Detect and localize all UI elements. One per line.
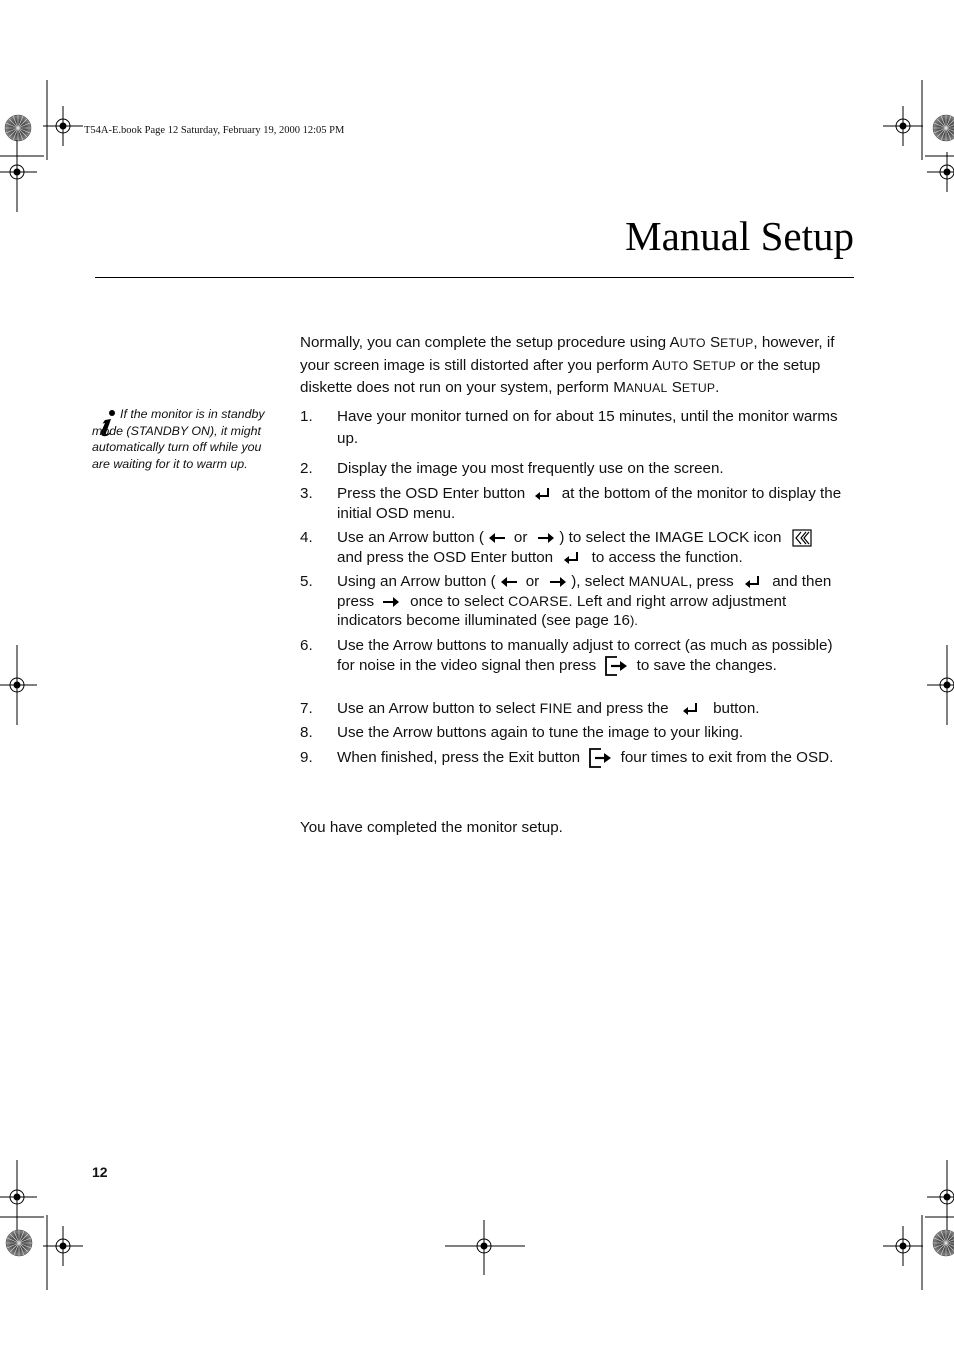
left-arrow-icon	[500, 576, 518, 588]
step-text: Display the image you most frequently use on the screen.	[337, 460, 724, 477]
step-number: 8.	[300, 724, 313, 741]
step-text: Use the Arrow buttons again to tune the image to your liking.	[337, 724, 744, 741]
auto-setup-term: AUTO SETUP	[669, 334, 754, 351]
step-5	[300, 572, 856, 632]
manual-setup-term: MANUAL SETUP	[613, 379, 716, 396]
step-1	[300, 406, 856, 450]
step-number: 4.	[300, 529, 313, 546]
left-arrow-icon	[488, 532, 506, 544]
page-title: Manual Setup	[625, 213, 854, 259]
right-arrow-icon	[537, 532, 555, 544]
intro-paragraph: Normally, you can complete the setup procedure using AUTO SETUP, however, if your screen image is still distorted after you perform AUTO SETUP or the setup diskette does not run on your system, perform MANUAL SETUP.	[300, 334, 835, 396]
step-text: When finished, press the Exit button four times to exit from the OSD.	[337, 749, 834, 767]
step-text: Use an Arrow button to select FINE and press the button.	[337, 700, 760, 717]
enter-icon	[743, 574, 763, 590]
step-number: 1.	[300, 408, 313, 425]
step-number: 2.	[300, 460, 313, 477]
step-3	[300, 484, 856, 524]
step-text: Have your monitor turned on for about 15 minutes, until the monitor warms up.	[337, 408, 838, 447]
step-6	[300, 636, 856, 696]
enter-icon	[681, 701, 701, 717]
right-arrow-icon	[549, 576, 567, 588]
step-number: 6.	[300, 637, 313, 654]
enter-icon	[562, 550, 582, 566]
side-note: If the monitor is in standby mode (STANDBY ON), it might automatically turn off while you are waiting for it to warm up.	[92, 407, 265, 471]
step-text: Press the OSD Enter button at the bottom of the monitor to display the initial OSD menu.	[337, 485, 842, 522]
enter-icon	[533, 486, 553, 502]
page-number: 12	[92, 1164, 108, 1180]
step-number: 3.	[300, 485, 313, 502]
step-number: 7.	[300, 700, 313, 717]
step-number: 5.	[300, 573, 313, 590]
step-2	[300, 459, 856, 479]
step-text: Using an Arrow button ( or ), select MANUAL, press and then press once to select COARSE. Left and right arrow adjustment indicators become illuminated (see page 16).	[337, 573, 832, 630]
title-rule	[95, 277, 854, 278]
step-7	[300, 699, 856, 719]
header-stamp: T54A-E.book Page 12 Saturday, February 19, 2000 12:05 PM	[84, 125, 345, 136]
step-number: 9.	[300, 749, 313, 766]
exit-icon	[604, 656, 628, 676]
step-text: Use an Arrow button ( or ) to select the IMAGE LOCK icon and press the OSD Enter button to access the function.	[337, 528, 853, 567]
image-lock-icon	[792, 529, 812, 547]
closing-text: You have completed the monitor setup.	[300, 819, 563, 836]
step-text: Use the Arrow buttons to manually adjust to correct (as much as possible) for noise in the video signal then press to save the changes.	[337, 637, 833, 674]
step-4	[300, 528, 856, 568]
right-arrow-icon	[382, 596, 400, 608]
auto-setup-term: AUTO SETUP	[652, 356, 736, 374]
step-8	[300, 723, 856, 743]
step-9	[300, 748, 856, 788]
exit-icon	[588, 748, 612, 768]
